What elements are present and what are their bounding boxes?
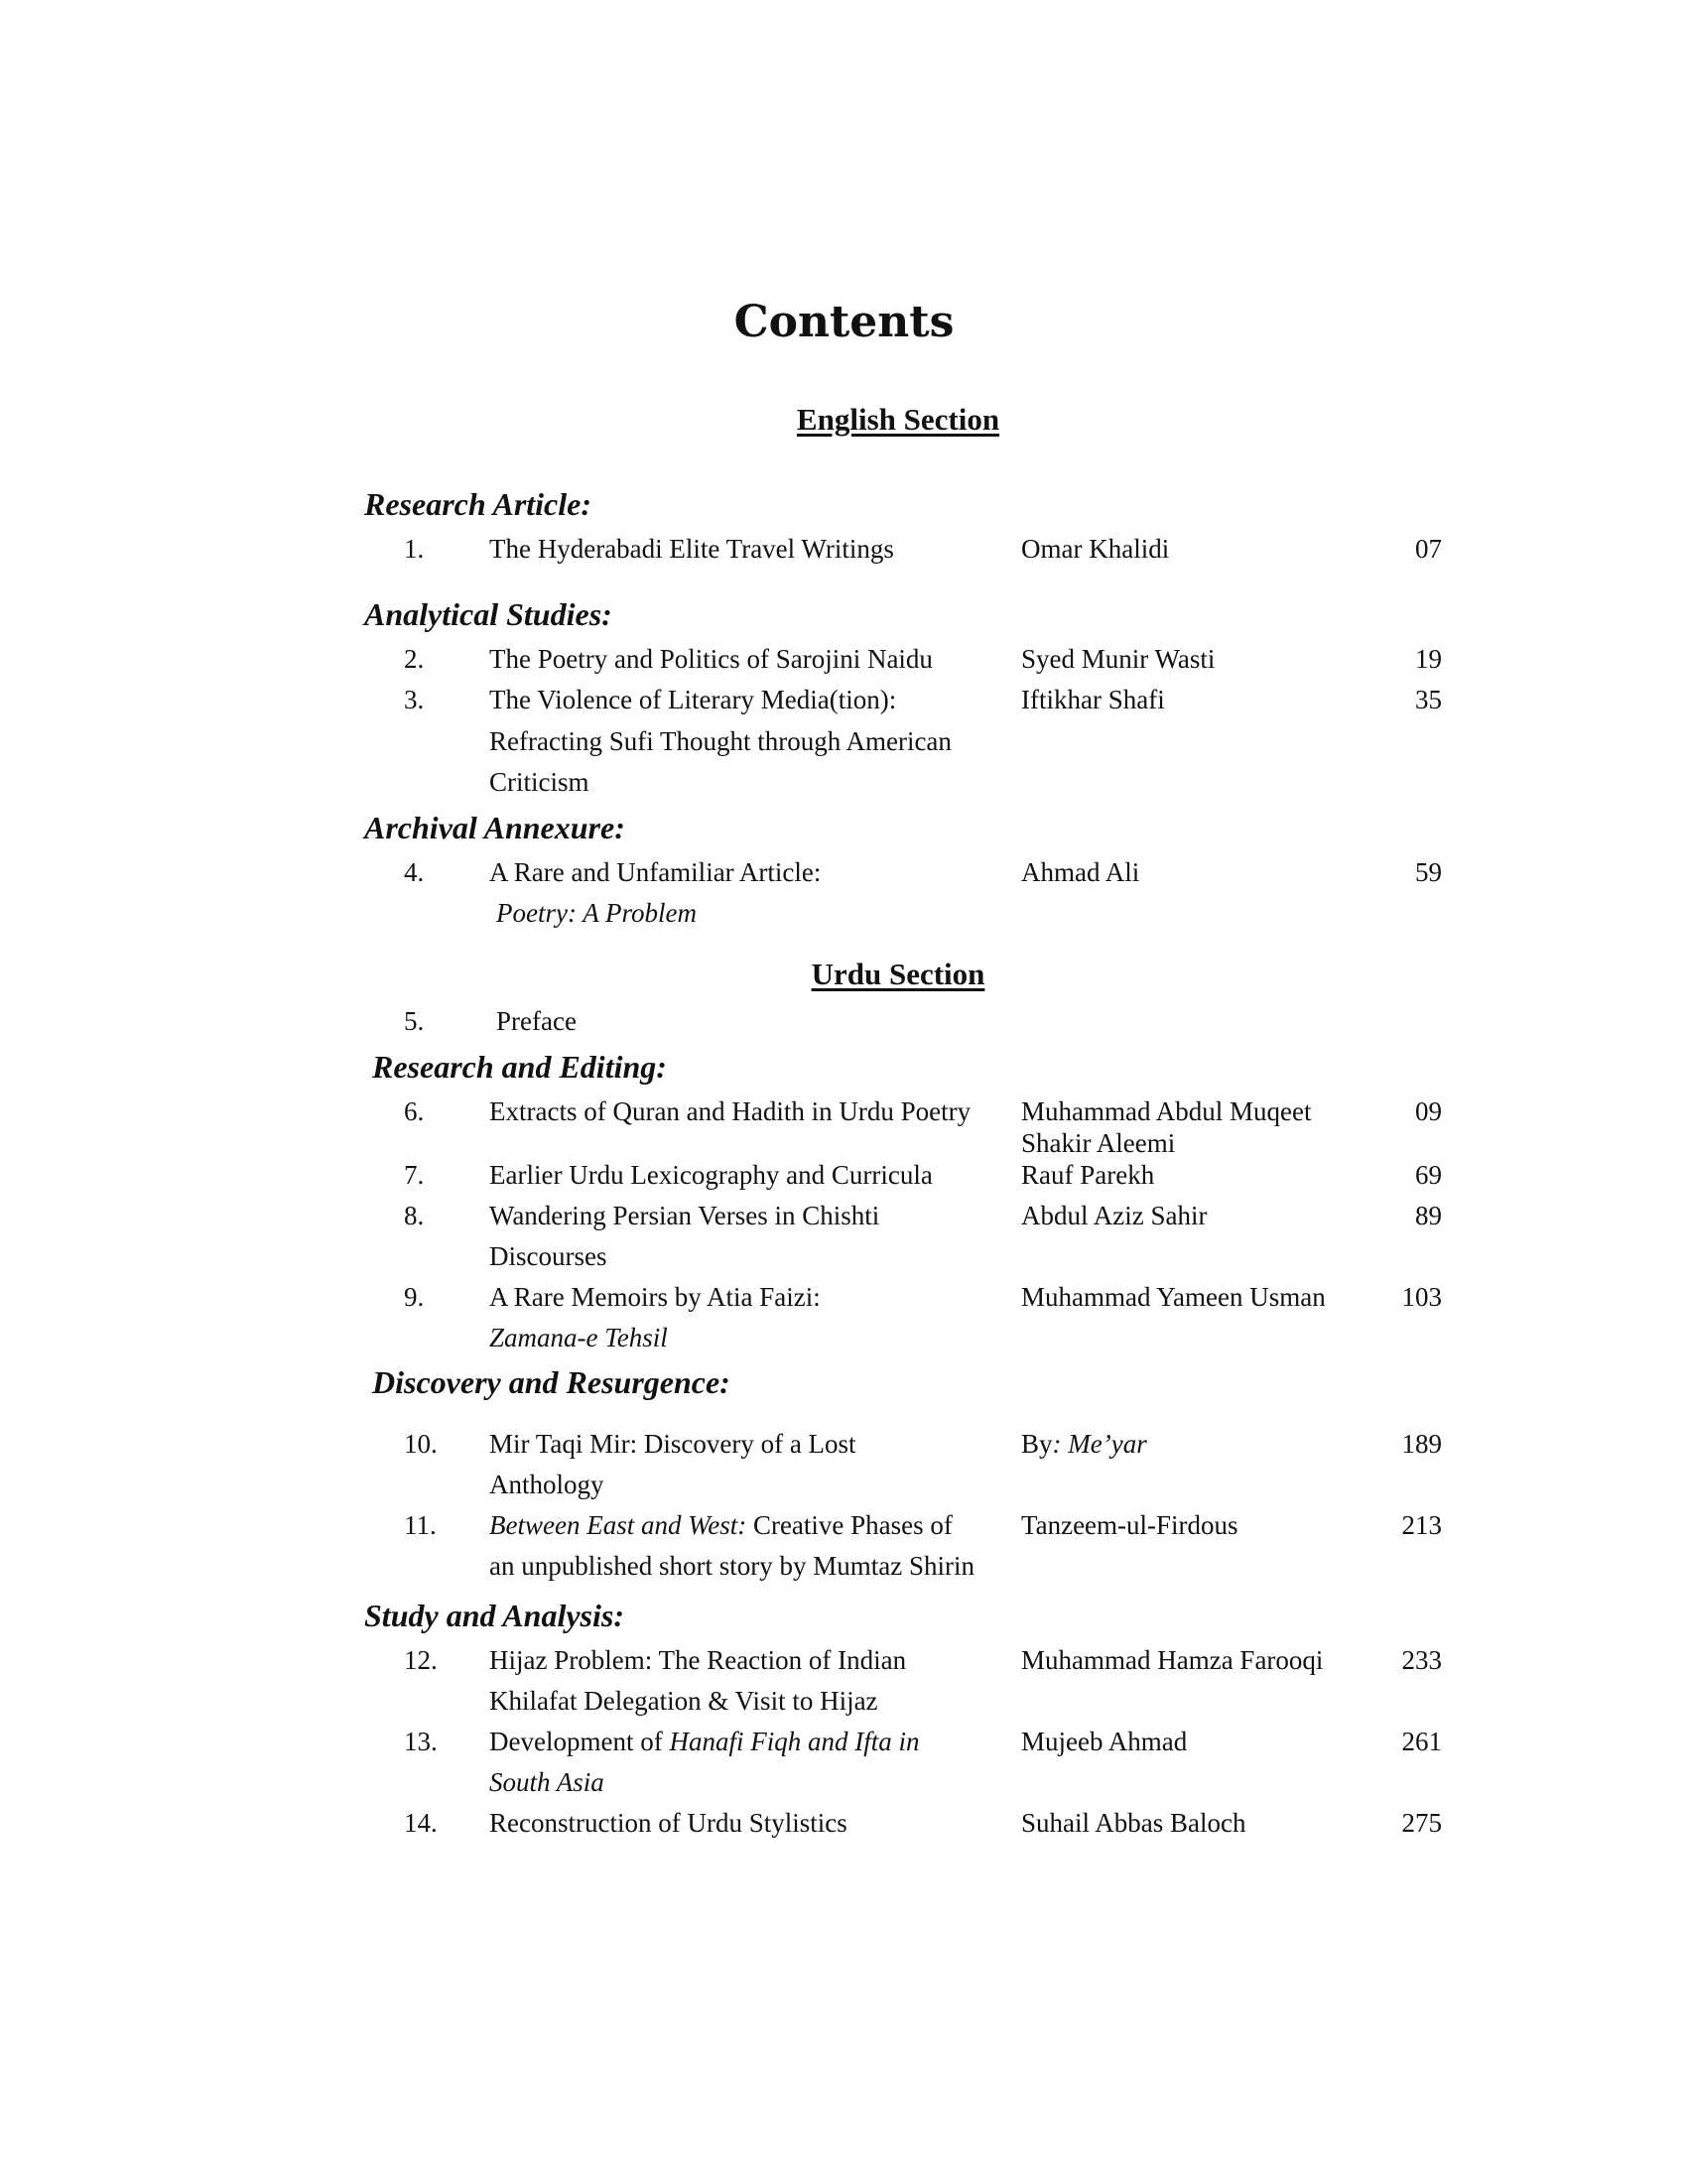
entry-title: The Poetry and Politics of Sarojini Naidu xyxy=(489,644,933,674)
page-title: Contents xyxy=(733,297,955,347)
entry-page: 07 xyxy=(1415,534,1442,564)
entry-title: Preface xyxy=(496,1006,577,1036)
category-discovery-and-resurgence: Discovery and Resurgence: xyxy=(372,1364,730,1400)
section-heading-english: English Section xyxy=(796,402,1000,437)
author-italic: : Me’yar xyxy=(1052,1429,1147,1459)
entry-page: 59 xyxy=(1415,857,1442,887)
entry-page: 103 xyxy=(1401,1282,1442,1312)
entry-number: 3. xyxy=(404,685,425,714)
entry-title: A Rare Memoirs by Atia Faizi: xyxy=(489,1282,821,1312)
category-study-and-analysis: Study and Analysis: xyxy=(364,1598,624,1633)
entry-number: 2. xyxy=(404,644,425,674)
entry-page: 261 xyxy=(1401,1727,1442,1756)
entry-author: Omar Khalidi xyxy=(1021,534,1170,564)
entry-number: 13. xyxy=(404,1727,438,1756)
entry-author: Abdul Aziz Sahir xyxy=(1021,1201,1208,1230)
entry-title-line: Zamana-e Tehsil xyxy=(489,1323,668,1352)
entry-number: 12. xyxy=(404,1645,438,1675)
entry-author: Rauf Parekh xyxy=(1021,1160,1155,1190)
entry-number: 14. xyxy=(404,1808,438,1838)
entry-number: 7. xyxy=(404,1160,425,1190)
entry-title: Earlier Urdu Lexicography and Curricula xyxy=(489,1160,933,1190)
entry-title: The Violence of Literary Media(tion): xyxy=(489,685,897,714)
entry-title xyxy=(489,1507,953,1543)
entry-author: Tanzeem-ul-Firdous xyxy=(1021,1510,1238,1540)
entry-title-line: South Asia xyxy=(489,1767,604,1797)
entry-title-line: Poetry: A Problem xyxy=(496,898,697,928)
category-analytical-studies: Analytical Studies: xyxy=(364,596,612,632)
entry-title-line: an unpublished short story by Mumtaz Shirin xyxy=(489,1551,974,1581)
entry-author: Muhammad Hamza Farooqi xyxy=(1021,1645,1324,1675)
entry-number: 10. xyxy=(404,1429,438,1459)
title-italic: Between East and West: xyxy=(489,1510,747,1540)
entry-page: 213 xyxy=(1401,1510,1442,1540)
entry-title: Hijaz Problem: The Reaction of Indian xyxy=(489,1645,907,1675)
entry-page: 189 xyxy=(1401,1429,1442,1459)
entry-author-line: Shakir Aleemi xyxy=(1021,1128,1176,1158)
entry-title: The Hyderabadi Elite Travel Writings xyxy=(489,534,894,564)
category-research-article: Research Article: xyxy=(364,486,591,522)
category-research-and-editing: Research and Editing: xyxy=(372,1049,667,1085)
entry-page: 275 xyxy=(1401,1808,1442,1838)
title-rest: Creative Phases of xyxy=(746,1510,953,1540)
entry-title: Extracts of Quran and Hadith in Urdu Poetry xyxy=(489,1096,972,1126)
category-archival-annexure: Archival Annexure: xyxy=(364,810,625,845)
entry-author: Suhail Abbas Baloch xyxy=(1021,1808,1246,1838)
entry-number: 6. xyxy=(404,1096,425,1126)
entry-number: 11. xyxy=(404,1510,437,1540)
entry-title: Mir Taqi Mir: Discovery of a Lost xyxy=(489,1429,856,1459)
entry-page: 233 xyxy=(1401,1645,1442,1675)
entry-page: 89 xyxy=(1415,1201,1442,1230)
entry-page: 35 xyxy=(1415,685,1442,714)
entry-title-line: Discourses xyxy=(489,1241,607,1271)
section-heading-urdu: Urdu Section xyxy=(811,957,985,991)
entry-title xyxy=(489,1724,919,1759)
entry-title-line: Anthology xyxy=(489,1470,604,1499)
entry-number: 4. xyxy=(404,857,425,887)
entry-number: 9. xyxy=(404,1282,425,1312)
entry-title-line: Refracting Sufi Thought through American xyxy=(489,726,952,756)
entry-number: 8. xyxy=(404,1201,425,1230)
entry-page: 69 xyxy=(1415,1160,1442,1190)
entry-title: A Rare and Unfamiliar Article: xyxy=(489,857,822,887)
entry-title-line: Criticism xyxy=(489,767,589,797)
entry-author: Iftikhar Shafi xyxy=(1021,685,1165,714)
entry-author: Ahmad Ali xyxy=(1021,857,1140,887)
title-italic: Hanafi Fiqh and Ifta in xyxy=(669,1727,920,1756)
entry-number: 1. xyxy=(404,534,425,564)
entry-page: 19 xyxy=(1415,644,1442,674)
title-prefix: Development of xyxy=(489,1727,670,1756)
entry-author: Mujeeb Ahmad xyxy=(1021,1727,1188,1756)
author-prefix: By xyxy=(1021,1429,1053,1459)
entry-author: Muhammad Yameen Usman xyxy=(1021,1282,1326,1312)
entry-title: Wandering Persian Verses in Chishti xyxy=(489,1201,880,1230)
entry-author: Syed Munir Wasti xyxy=(1021,644,1216,674)
entry-page: 09 xyxy=(1415,1096,1442,1126)
entry-title-line: Khilafat Delegation & Visit to Hijaz xyxy=(489,1686,878,1716)
entry-title: Reconstruction of Urdu Stylistics xyxy=(489,1808,847,1838)
entry-number: 5. xyxy=(404,1006,425,1036)
entry-author xyxy=(1021,1426,1147,1462)
entry-author: Muhammad Abdul Muqeet xyxy=(1021,1096,1312,1126)
